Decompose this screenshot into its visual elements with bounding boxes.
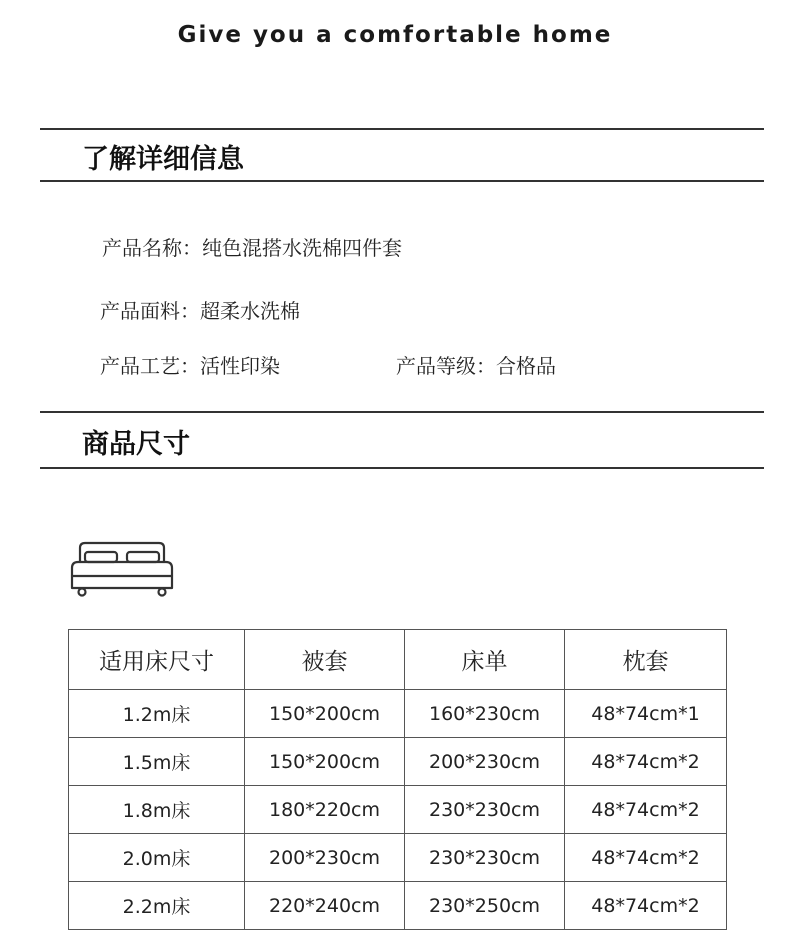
table-row — [69, 882, 727, 930]
cell-bed-sheet: 230*250cm — [405, 882, 565, 930]
cell-bed-sheet: 230*230cm — [405, 834, 565, 882]
cell-pillowcase: 48*74cm*2 — [565, 834, 727, 882]
cell-bed-size: 2.0m床 — [69, 834, 245, 882]
divider — [40, 467, 764, 469]
cell-bed-size: 1.5m床 — [69, 738, 245, 786]
table-row — [69, 690, 727, 738]
cell-duvet-cover: 150*200cm — [245, 690, 405, 738]
product-craft-label: 产品工艺： — [100, 354, 200, 378]
cell-bed-sheet: 200*230cm — [405, 738, 565, 786]
cell-pillowcase: 48*74cm*1 — [565, 690, 727, 738]
col-header-bed-sheet: 床单 — [405, 630, 565, 690]
table-header-row — [69, 630, 727, 690]
tagline: Give you a comfortable home — [177, 22, 613, 48]
cell-bed-sheet: 230*230cm — [405, 786, 565, 834]
table-row — [69, 738, 727, 786]
product-fabric-value: 超柔水洗棉 — [200, 299, 300, 323]
cell-pillowcase: 48*74cm*2 — [565, 882, 727, 930]
divider — [40, 180, 764, 182]
product-name-label: 产品名称： — [102, 236, 202, 260]
product-fabric-label: 产品面料： — [100, 299, 200, 323]
table-row — [69, 786, 727, 834]
sizes-title: 商品尺寸 — [82, 429, 190, 460]
details-title: 了解详细信息 — [82, 144, 244, 175]
cell-duvet-cover: 220*240cm — [245, 882, 405, 930]
product-fabric-row — [100, 295, 300, 324]
col-header-duvet-cover: 被套 — [245, 630, 405, 690]
bed-icon — [68, 540, 176, 600]
col-header-pillowcase: 枕套 — [565, 630, 727, 690]
cell-duvet-cover: 150*200cm — [245, 738, 405, 786]
table-row — [69, 834, 727, 882]
product-grade-label: 产品等级： — [396, 354, 496, 378]
cell-bed-size: 1.8m床 — [69, 786, 245, 834]
cell-pillowcase: 48*74cm*2 — [565, 786, 727, 834]
cell-bed-size: 2.2m床 — [69, 882, 245, 930]
cell-pillowcase: 48*74cm*2 — [565, 738, 727, 786]
product-grade-row — [396, 350, 556, 379]
cell-duvet-cover: 180*220cm — [245, 786, 405, 834]
cell-bed-sheet: 160*230cm — [405, 690, 565, 738]
product-craft-row — [100, 350, 280, 379]
product-craft-value: 活性印染 — [200, 354, 280, 378]
cell-bed-size: 1.2m床 — [69, 690, 245, 738]
product-name-row — [102, 232, 402, 261]
divider — [40, 411, 764, 413]
size-table — [68, 629, 727, 930]
product-name-value: 纯色混搭水洗棉四件套 — [202, 236, 402, 260]
divider — [40, 128, 764, 130]
col-header-bed-size: 适用床尺寸 — [69, 630, 245, 690]
product-grade-value: 合格品 — [496, 354, 556, 378]
cell-duvet-cover: 200*230cm — [245, 834, 405, 882]
